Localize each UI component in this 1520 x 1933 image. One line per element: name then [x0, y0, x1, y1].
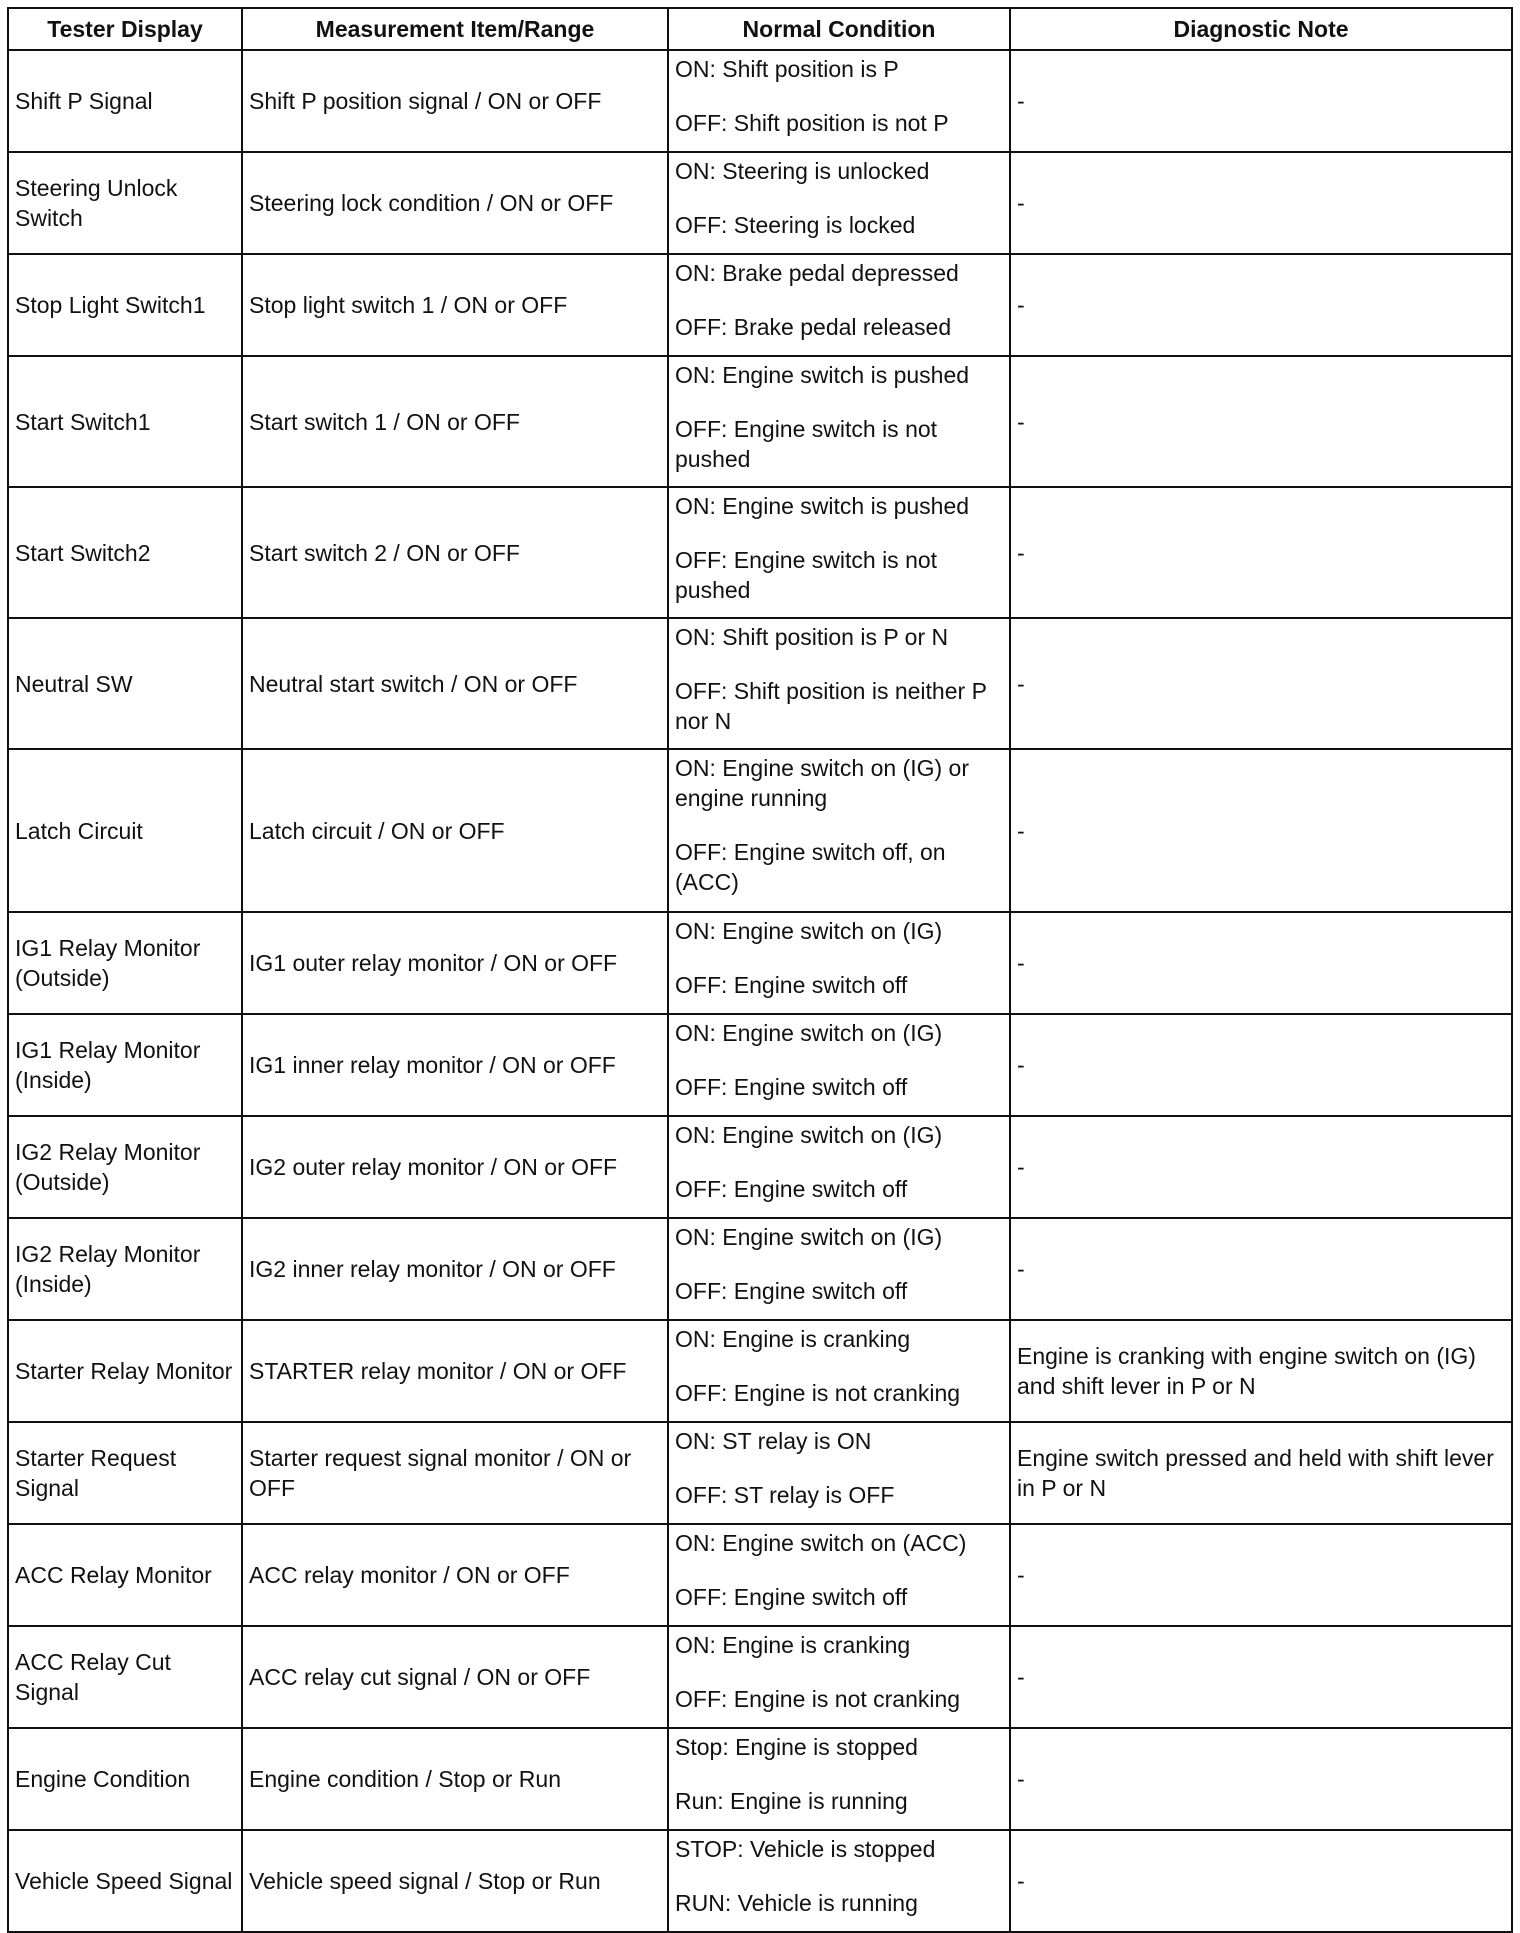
normal-condition-cell — [668, 1830, 1010, 1932]
tester-display-cell: Start Switch2 — [8, 487, 242, 618]
normal-condition-cell — [668, 50, 1010, 152]
measurement-item-cell: Vehicle speed signal / Stop or Run — [242, 1830, 668, 1932]
table-row — [8, 50, 1512, 152]
condition-on: ON: Engine switch on (ACC) — [675, 1530, 967, 1556]
table-row — [8, 152, 1512, 254]
normal-condition-cell — [668, 152, 1010, 254]
tester-display-cell: Steering Unlock Switch — [8, 152, 242, 254]
table-row — [8, 749, 1512, 912]
normal-condition-cell — [668, 1524, 1010, 1626]
diagnostic-note-cell: - — [1010, 1728, 1512, 1830]
condition-on: ON: Engine switch is pushed — [675, 362, 970, 388]
diagnostic-note-cell: - — [1010, 1218, 1512, 1320]
diagnostic-note-cell: - — [1010, 50, 1512, 152]
diagnostic-note-cell: - — [1010, 1116, 1512, 1218]
condition-off: OFF: Shift position is not P — [675, 110, 949, 136]
tester-display-cell: Start Switch1 — [8, 356, 242, 487]
diagnostic-note-cell: - — [1010, 1626, 1512, 1728]
condition-off: OFF: Shift position is neither P nor N — [675, 678, 987, 734]
table-row — [8, 1830, 1512, 1932]
condition-on: ON: Engine switch on (IG) or engine running — [675, 755, 969, 811]
measurement-item-cell: IG2 inner relay monitor / ON or OFF — [242, 1218, 668, 1320]
condition-off: OFF: Engine switch off — [675, 1278, 908, 1304]
tester-display-cell: IG2 Relay Monitor (Inside) — [8, 1218, 242, 1320]
tester-display-cell: ACC Relay Monitor — [8, 1524, 242, 1626]
measurement-item-cell: Engine condition / Stop or Run — [242, 1728, 668, 1830]
normal-condition-cell — [668, 356, 1010, 487]
measurement-item-cell: IG1 outer relay monitor / ON or OFF — [242, 912, 668, 1014]
tester-display-cell: Shift P Signal — [8, 50, 242, 152]
condition-on: ON: Engine switch on (IG) — [675, 1224, 943, 1250]
diagnostic-note-cell: - — [1010, 152, 1512, 254]
normal-condition-cell — [668, 1422, 1010, 1524]
condition-off: OFF: Engine switch off — [675, 972, 908, 998]
measurement-item-cell: Start switch 2 / ON or OFF — [242, 487, 668, 618]
measurement-item-cell: IG1 inner relay monitor / ON or OFF — [242, 1014, 668, 1116]
tester-display-cell: IG2 Relay Monitor (Outside) — [8, 1116, 242, 1218]
normal-condition-cell — [668, 487, 1010, 618]
measurement-item-cell: Steering lock condition / ON or OFF — [242, 152, 668, 254]
measurement-item-cell: IG2 outer relay monitor / ON or OFF — [242, 1116, 668, 1218]
condition-on: ON: Steering is unlocked — [675, 158, 930, 184]
diagnostic-note-cell: - — [1010, 356, 1512, 487]
diagnostic-note-cell: - — [1010, 1524, 1512, 1626]
diagnostic-note-cell: Engine is cranking with engine switch on (IG) and shift lever in P or N — [1010, 1320, 1512, 1422]
measurement-item-cell: Shift P position signal / ON or OFF — [242, 50, 668, 152]
condition-on: ON: Engine switch on (IG) — [675, 1122, 943, 1148]
table-row — [8, 1728, 1512, 1830]
condition-off: OFF: Engine switch is not pushed — [675, 416, 938, 472]
condition-on: ON: ST relay is ON — [675, 1428, 872, 1454]
tester-display-cell: Stop Light Switch1 — [8, 254, 242, 356]
measurement-item-cell: Neutral start switch / ON or OFF — [242, 618, 668, 749]
measurement-item-cell: Start switch 1 / ON or OFF — [242, 356, 668, 487]
normal-condition-cell — [668, 1218, 1010, 1320]
diagnostic-note-cell: - — [1010, 618, 1512, 749]
data-list-table — [7, 7, 1513, 1933]
table-row — [8, 1218, 1512, 1320]
header-row — [8, 8, 1512, 50]
condition-off: Run: Engine is running — [675, 1788, 908, 1814]
normal-condition-cell — [668, 618, 1010, 749]
header-normal-condition: Normal Condition — [668, 8, 1010, 50]
tester-display-cell: Starter Relay Monitor — [8, 1320, 242, 1422]
table-row — [8, 618, 1512, 749]
condition-on: ON: Engine is cranking — [675, 1326, 911, 1352]
condition-off: OFF: Engine switch off — [675, 1584, 908, 1610]
normal-condition-cell — [668, 912, 1010, 1014]
condition-off: OFF: Steering is locked — [675, 212, 916, 238]
tester-display-cell: ACC Relay Cut Signal — [8, 1626, 242, 1728]
condition-off: OFF: Engine is not cranking — [675, 1380, 961, 1406]
condition-on: Stop: Engine is stopped — [675, 1734, 918, 1760]
condition-on: ON: Engine is cranking — [675, 1632, 911, 1658]
normal-condition-cell — [668, 1728, 1010, 1830]
normal-condition-cell — [668, 254, 1010, 356]
tester-display-cell: Neutral SW — [8, 618, 242, 749]
tester-display-cell: Vehicle Speed Signal — [8, 1830, 242, 1932]
table-row — [8, 1524, 1512, 1626]
measurement-item-cell: ACC relay monitor / ON or OFF — [242, 1524, 668, 1626]
condition-off: OFF: Engine is not cranking — [675, 1686, 961, 1712]
table-row — [8, 254, 1512, 356]
diagnostic-note-cell: - — [1010, 749, 1512, 912]
diagnostic-note-cell: - — [1010, 254, 1512, 356]
condition-on: ON: Engine switch is pushed — [675, 493, 970, 519]
tester-display-cell: IG1 Relay Monitor (Outside) — [8, 912, 242, 1014]
diagnostic-note-cell: - — [1010, 912, 1512, 1014]
condition-off: OFF: Brake pedal released — [675, 314, 952, 340]
diagnostic-note-cell: Engine switch pressed and held with shift lever in P or N — [1010, 1422, 1512, 1524]
table-row — [8, 487, 1512, 618]
tester-display-cell: Latch Circuit — [8, 749, 242, 912]
tester-display-cell: Starter Request Signal — [8, 1422, 242, 1524]
measurement-item-cell: Latch circuit / ON or OFF — [242, 749, 668, 912]
condition-off: OFF: Engine switch off — [675, 1176, 908, 1202]
diagnostic-note-cell: - — [1010, 1830, 1512, 1932]
measurement-item-cell: Stop light switch 1 / ON or OFF — [242, 254, 668, 356]
table-row — [8, 1116, 1512, 1218]
condition-on: ON: Engine switch on (IG) — [675, 918, 943, 944]
diagnostic-note-cell: - — [1010, 1014, 1512, 1116]
normal-condition-cell — [668, 1626, 1010, 1728]
condition-on: ON: Shift position is P — [675, 56, 899, 82]
measurement-item-cell: Starter request signal monitor / ON or OFF — [242, 1422, 668, 1524]
normal-condition-cell — [668, 749, 1010, 912]
measurement-item-cell: STARTER relay monitor / ON or OFF — [242, 1320, 668, 1422]
normal-condition-cell — [668, 1014, 1010, 1116]
condition-on: ON: Engine switch on (IG) — [675, 1020, 943, 1046]
header-diagnostic-note: Diagnostic Note — [1010, 8, 1512, 50]
table-row — [8, 1422, 1512, 1524]
header-measurement-item: Measurement Item/Range — [242, 8, 668, 50]
condition-off: OFF: Engine switch off — [675, 1074, 908, 1100]
measurement-item-cell: ACC relay cut signal / ON or OFF — [242, 1626, 668, 1728]
diagnostic-note-cell: - — [1010, 487, 1512, 618]
condition-off: OFF: Engine switch is not pushed — [675, 547, 938, 603]
tester-display-cell: Engine Condition — [8, 1728, 242, 1830]
normal-condition-cell — [668, 1116, 1010, 1218]
condition-on: STOP: Vehicle is stopped — [675, 1836, 936, 1862]
table-row — [8, 1626, 1512, 1728]
condition-off: OFF: Engine switch off, on (ACC) — [675, 839, 946, 895]
tester-display-cell: IG1 Relay Monitor (Inside) — [8, 1014, 242, 1116]
table-row — [8, 912, 1512, 1014]
header-tester-display: Tester Display — [8, 8, 242, 50]
condition-off: RUN: Vehicle is running — [675, 1890, 918, 1916]
condition-off: OFF: ST relay is OFF — [675, 1482, 895, 1508]
table-row — [8, 1320, 1512, 1422]
condition-on: ON: Brake pedal depressed — [675, 260, 959, 286]
normal-condition-cell — [668, 1320, 1010, 1422]
condition-on: ON: Shift position is P or N — [675, 624, 949, 650]
table-row — [8, 356, 1512, 487]
table-row — [8, 1014, 1512, 1116]
